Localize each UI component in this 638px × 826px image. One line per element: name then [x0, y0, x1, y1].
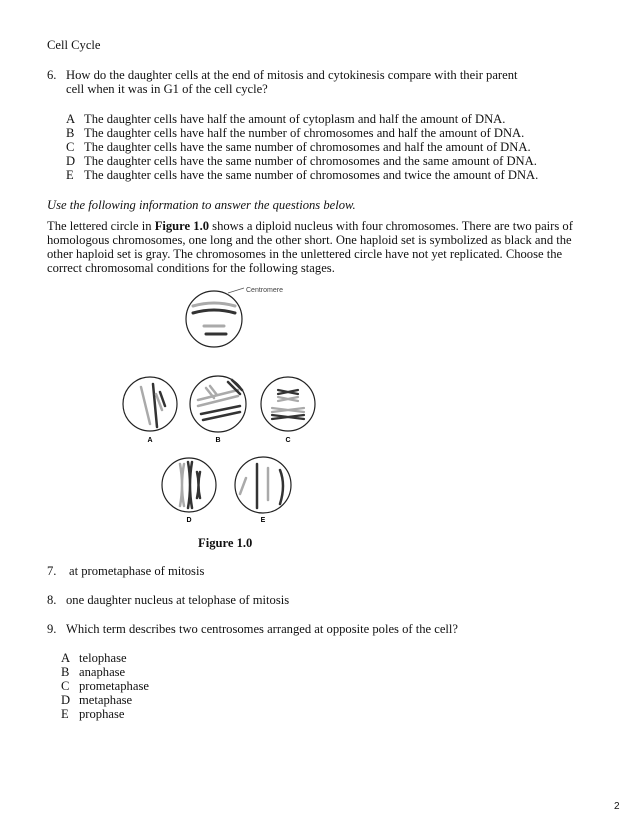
option-text: telophase: [79, 651, 127, 665]
q6-option-b[interactable]: [66, 126, 524, 140]
q6-option-d[interactable]: [66, 154, 537, 168]
option-letter: D: [66, 154, 76, 168]
q9-option-c[interactable]: [61, 679, 149, 693]
option-letter: D: [61, 693, 71, 707]
question-9-text: Which term describes two centrosomes arranged at opposite poles of the cell?: [66, 622, 459, 636]
option-text: metaphase: [79, 693, 133, 707]
option-text: prometaphase: [79, 679, 149, 693]
option-letter: A: [61, 651, 71, 665]
label-c: C: [285, 437, 291, 444]
q6-option-e[interactable]: [66, 168, 538, 182]
label-e: E: [260, 517, 266, 524]
option-text: The daughter cells have half the number of chromosomes and half the amount of DNA.: [84, 126, 525, 140]
passage-line4: correct chromosomal conditions for the following stages.: [47, 261, 335, 275]
option-letter: B: [66, 126, 75, 140]
q9-option-e[interactable]: [61, 707, 124, 721]
label-a: A: [147, 437, 153, 444]
page-title: Cell Cycle: [47, 38, 101, 52]
nucleus-c: [261, 377, 315, 431]
option-letter: B: [61, 665, 70, 679]
figure-1-0: [118, 282, 418, 530]
instructions: Use the following information to answer the questions below.: [47, 198, 356, 212]
q6-option-a[interactable]: [66, 112, 505, 126]
figure-reference: Figure 1.0: [154, 219, 210, 233]
chromosome-diagram: [118, 282, 418, 530]
q9-option-a[interactable]: [61, 651, 127, 665]
q9-option-d[interactable]: [61, 693, 132, 707]
nucleus-b: [190, 376, 246, 432]
nucleus-e: [235, 457, 291, 513]
option-letter: E: [61, 707, 69, 721]
label-b: B: [215, 437, 221, 444]
option-letter: C: [66, 140, 75, 154]
option-text: anaphase: [79, 665, 126, 679]
question-6-stem-line2: cell when it was in G1 of the cell cycle?: [66, 82, 268, 96]
nucleus-a: [123, 377, 177, 431]
passage-line2: homologous chromosomes, one long and the other short. One haploid set is symbolized as black and the: [47, 233, 572, 247]
question-7-number: 7.: [47, 564, 57, 578]
option-text: The daughter cells have the same number of chromosomes and half the amount of DNA.: [84, 140, 531, 154]
option-text: prophase: [79, 707, 125, 721]
nucleus-d: [162, 458, 216, 512]
question-8-number: 8.: [47, 593, 57, 607]
option-letter: E: [66, 168, 74, 182]
question-6-stem-line1: How do the daughter cells at the end of mitosis and cytokinesis compare with their parent: [66, 68, 518, 82]
passage-line3: other haploid set is gray. The chromosomes in the unlettered circle have not yet replicated. Choose the: [47, 247, 563, 261]
figure-caption: Figure 1.0: [198, 536, 253, 550]
label-d: D: [186, 517, 192, 524]
question-7-text: at prometaphase of mitosis: [69, 564, 205, 578]
question-6-number: 6.: [47, 68, 57, 82]
q6-option-c[interactable]: [66, 140, 531, 154]
centromere-label: Centromere: [246, 287, 283, 294]
question-8-text: one daughter nucleus at telophase of mitosis: [66, 593, 290, 607]
page-number: 2: [614, 801, 620, 812]
option-text: The daughter cells have the same number of chromosomes and the same amount of DNA.: [84, 154, 537, 168]
q9-option-b[interactable]: [61, 665, 125, 679]
option-text: The daughter cells have half the amount of cytoplasm and half the amount of DNA.: [84, 112, 506, 126]
option-letter: C: [61, 679, 70, 693]
unreplicated-nucleus: [186, 288, 244, 347]
passage-line1-post: shows a diploid nucleus with four chromosomes. There are two pairs of: [209, 219, 573, 233]
passage-line1: [47, 219, 573, 233]
question-9-number: 9.: [47, 622, 57, 636]
option-text: The daughter cells have the same number of chromosomes and twice the amount of DNA.: [84, 168, 539, 182]
passage-line1-pre: The lettered circle in: [47, 219, 155, 233]
option-letter: A: [66, 112, 76, 126]
